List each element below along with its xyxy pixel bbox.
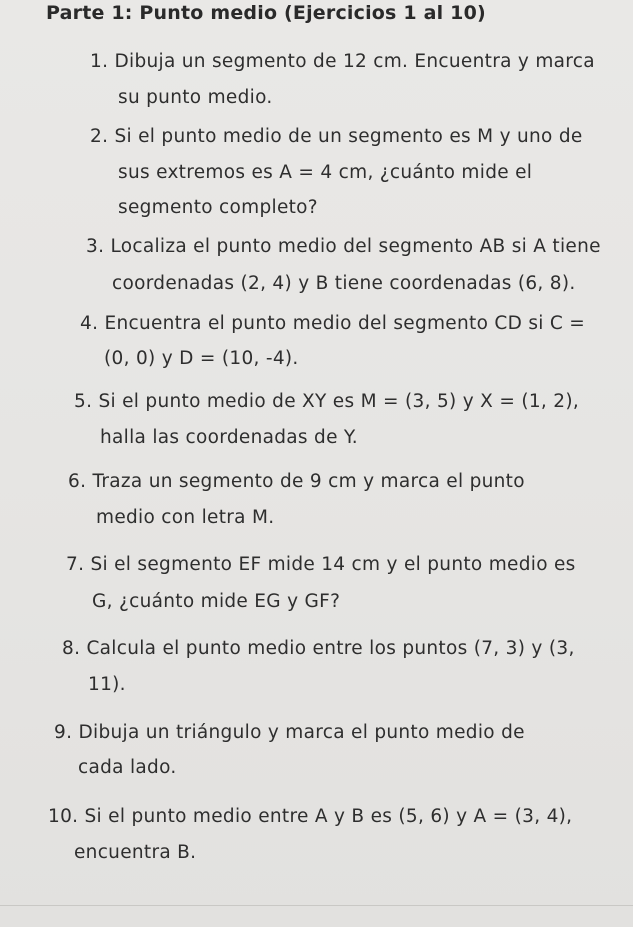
bottom-divider: [0, 905, 633, 906]
exercise-5-text-1: Si el punto medio de XY es M = (3, 5) y X = (1, 2),: [98, 391, 580, 412]
exercise-10-number: 10.: [48, 806, 79, 827]
exercise-7-number: 7.: [66, 554, 85, 575]
exercise-6-number: 6.: [68, 471, 87, 492]
exercise-1-line-1: [90, 51, 595, 73]
exercise-8-line-1: [62, 638, 575, 660]
exercise-2-line-1: [90, 126, 583, 148]
exercise-8-text-2: 11).: [88, 674, 126, 695]
exercise-1-text-2: su punto medio.: [118, 87, 273, 108]
exercise-2-number: 2.: [90, 126, 109, 147]
exercise-8-text-1: Calcula el punto medio entre los puntos (7, 3) y (3,: [86, 638, 575, 659]
exercise-9-text-2: cada lado.: [78, 757, 177, 778]
exercise-7-line-1: [66, 554, 576, 576]
exercise-3-text-1: Localiza el punto medio del segmento AB si A tiene: [110, 236, 601, 257]
exercise-5-line-1: [74, 391, 579, 413]
section-title: Parte 1: Punto medio (Ejercicios 1 al 10): [46, 2, 486, 24]
exercise-5-number: 5.: [74, 391, 93, 412]
exercise-5-text-2: halla las coordenadas de Y.: [100, 427, 358, 448]
exercise-9-line-1: [54, 722, 525, 744]
exercise-3-line-1: [86, 236, 601, 258]
exercise-10-text-1: Si el punto medio entre A y B es (5, 6) y A = (3, 4),: [84, 806, 573, 827]
exercise-1-number: 1.: [90, 51, 109, 72]
exercise-8-number: 8.: [62, 638, 81, 659]
exercise-6-line-1: [68, 471, 525, 493]
exercise-2-text-2: sus extremos es A = 4 cm, ¿cuánto mide el: [118, 162, 533, 183]
exercise-4-text-1: Encuentra el punto medio del segmento CD si C =: [104, 313, 586, 334]
exercise-2-text-1: Si el punto medio de un segmento es M y uno de: [114, 126, 583, 147]
exercise-10-line-1: [48, 806, 572, 828]
exercise-10-text-2: encuentra B.: [74, 842, 197, 863]
exercise-9-number: 9.: [54, 722, 73, 743]
exercise-4-line-1: [80, 313, 585, 335]
exercise-1-text-1: Dibuja un segmento de 12 cm. Encuentra y marca: [114, 51, 595, 72]
exercise-9-text-1: Dibuja un triángulo y marca el punto medio de: [78, 722, 525, 743]
exercise-7-text-2: G, ¿cuánto mide EG y GF?: [92, 591, 341, 612]
exercise-3-text-2: coordenadas (2, 4) y B tiene coordenadas (6, 8).: [112, 273, 576, 294]
exercise-6-text-2: medio con letra M.: [96, 507, 275, 528]
exercise-4-number: 4.: [80, 313, 99, 334]
exercise-3-number: 3.: [86, 236, 105, 257]
exercise-6-text-1: Traza un segmento de 9 cm y marca el punto: [92, 471, 525, 492]
exercise-4-text-2: (0, 0) y D = (10, -4).: [104, 348, 299, 369]
exercise-7-text-1: Si el segmento EF mide 14 cm y el punto medio es: [90, 554, 576, 575]
exercise-2-text-3: segmento completo?: [118, 197, 318, 218]
